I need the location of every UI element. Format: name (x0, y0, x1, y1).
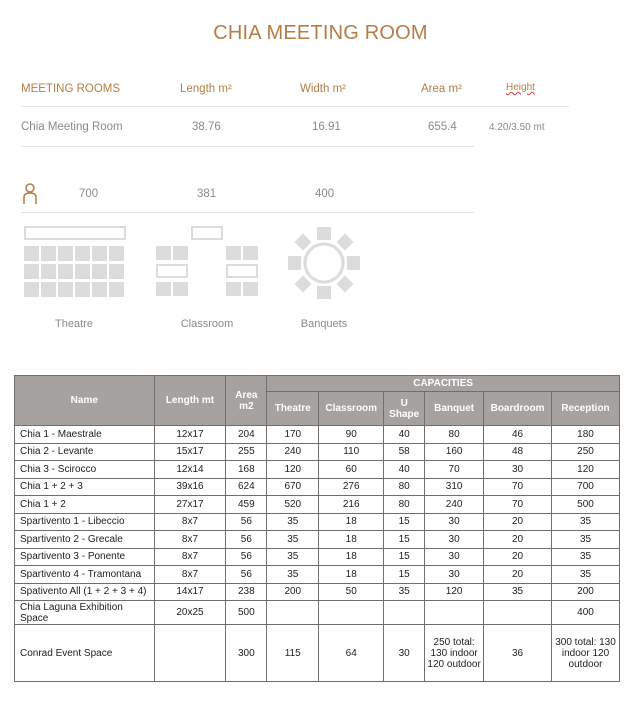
cell-name: Spartivento 2 - Grecale (15, 531, 155, 549)
cell-reception: 35 (552, 513, 620, 531)
table-row (15, 625, 620, 682)
cell-name: Conrad Event Space (15, 625, 155, 682)
cell-name: Spativento All (1 + 2 + 3 + 4) (15, 583, 155, 601)
seat-block (41, 246, 56, 261)
cell-classroom (319, 601, 384, 625)
cell-ushape: 80 (384, 478, 425, 496)
room-name: Chia Meeting Room (21, 121, 123, 133)
cell-name: Chia 1 + 2 (15, 496, 155, 514)
cell-theatre: 35 (267, 548, 319, 566)
cell-area: 56 (226, 513, 267, 531)
cell-length: 15x17 (154, 443, 226, 461)
cell-ushape: 15 (384, 531, 425, 549)
cell-banquet: 160 (425, 443, 484, 461)
cell-area: 56 (226, 548, 267, 566)
cell-length: 8x7 (154, 513, 226, 531)
cell-name: Chia 2 - Levante (15, 443, 155, 461)
cell-boardroom: 70 (484, 478, 552, 496)
cell-ushape (384, 601, 425, 625)
cell-classroom: 18 (319, 531, 384, 549)
cell-reception: 180 (552, 426, 620, 444)
cell-length: 39x16 (154, 478, 226, 496)
cell-length (154, 625, 226, 682)
seat-block (75, 246, 90, 261)
cell-boardroom: 20 (484, 513, 552, 531)
cell-reception: 700 (552, 478, 620, 496)
cell-name: Spartivento 4 - Tramontana (15, 566, 155, 584)
cell-name: Chia Laguna Exhibition Space (15, 601, 155, 625)
col-reception: Reception (552, 392, 620, 426)
room-length: 38.76 (192, 121, 221, 133)
seat-block (75, 264, 90, 279)
cell-theatre (267, 601, 319, 625)
table-row (15, 513, 620, 531)
seat-block (92, 246, 107, 261)
cell-name: Spartivento 1 - Libeccio (15, 513, 155, 531)
cell-length: 14x17 (154, 583, 226, 601)
cell-theatre: 35 (267, 531, 319, 549)
cell-area: 204 (226, 426, 267, 444)
table-row (15, 443, 620, 461)
theatre-layout-icon (22, 225, 128, 300)
seat-block (24, 264, 39, 279)
table-row (15, 496, 620, 514)
header-meeting-rooms: MEETING ROOMS (21, 83, 121, 95)
cell-boardroom: 20 (484, 566, 552, 584)
cell-length: 27x17 (154, 496, 226, 514)
cell-classroom: 216 (319, 496, 384, 514)
cell-banquet: 310 (425, 478, 484, 496)
cell-classroom: 18 (319, 513, 384, 531)
cell-boardroom: 20 (484, 548, 552, 566)
cell-reception: 35 (552, 548, 620, 566)
seat-block (109, 264, 124, 279)
cell-classroom: 60 (319, 461, 384, 479)
seat-block (58, 246, 73, 261)
cell-theatre: 670 (267, 478, 319, 496)
col-area: Area m2 (226, 376, 267, 426)
table-row (15, 583, 620, 601)
table-row (15, 531, 620, 549)
col-theatre: Theatre (267, 392, 319, 426)
cell-banquet: 30 (425, 566, 484, 584)
cell-banquet: 30 (425, 548, 484, 566)
cell-classroom: 276 (319, 478, 384, 496)
table-row (15, 601, 620, 625)
seat-block (92, 282, 107, 297)
cell-name: Spartivento 3 - Ponente (15, 548, 155, 566)
header-area: Area m² (421, 83, 462, 95)
cell-classroom: 90 (319, 426, 384, 444)
col-banquet: Banquet (425, 392, 484, 426)
cell-area: 238 (226, 583, 267, 601)
seat-block (58, 282, 73, 297)
cell-area: 300 (226, 625, 267, 682)
cell-area: 56 (226, 566, 267, 584)
room-height: 4.20/3.50 mt (489, 122, 545, 133)
table-row (15, 461, 620, 479)
divider (21, 106, 569, 107)
divider (21, 212, 474, 213)
cell-ushape: 40 (384, 426, 425, 444)
cell-boardroom: 35 (484, 583, 552, 601)
cell-name: Chia 3 - Scirocco (15, 461, 155, 479)
cell-theatre: 35 (267, 513, 319, 531)
seat-block (41, 264, 56, 279)
cell-banquet (425, 601, 484, 625)
table-row (15, 478, 620, 496)
cell-theatre: 35 (267, 566, 319, 584)
cell-boardroom (484, 601, 552, 625)
cell-ushape: 15 (384, 513, 425, 531)
seat-block (24, 246, 39, 261)
col-name: Name (15, 376, 155, 426)
theatre-label: Theatre (55, 318, 93, 330)
cell-theatre: 115 (267, 625, 319, 682)
cell-reception: 500 (552, 496, 620, 514)
cell-banquet: 80 (425, 426, 484, 444)
cell-ushape: 80 (384, 496, 425, 514)
cell-length: 8x7 (154, 566, 226, 584)
cell-name: Chia 1 + 2 + 3 (15, 478, 155, 496)
cell-length: 12x14 (154, 461, 226, 479)
cell-classroom: 18 (319, 566, 384, 584)
cell-banquet: 250 total: 130 indoor 120 outdoor (425, 625, 484, 682)
person-icon (22, 183, 38, 205)
cell-classroom: 110 (319, 443, 384, 461)
cell-length: 8x7 (154, 531, 226, 549)
seat-block (41, 282, 56, 297)
cell-classroom: 18 (319, 548, 384, 566)
cell-theatre: 240 (267, 443, 319, 461)
header-width: Width m² (300, 83, 346, 95)
cell-reception: 120 (552, 461, 620, 479)
cell-ushape: 15 (384, 566, 425, 584)
cell-ushape: 58 (384, 443, 425, 461)
capacities-table (14, 375, 620, 682)
room-width: 16.91 (312, 121, 341, 133)
seat-block (75, 282, 90, 297)
table-row (15, 548, 620, 566)
col-boardroom: Boardroom (484, 392, 552, 426)
cell-area: 459 (226, 496, 267, 514)
header-height: Height (506, 82, 535, 93)
cell-reception: 300 total: 130 indoor 120 outdoor (552, 625, 620, 682)
classroom-layout-icon (155, 225, 261, 300)
capacity-theatre: 700 (79, 188, 99, 200)
cell-area: 500 (226, 601, 267, 625)
cell-theatre: 120 (267, 461, 319, 479)
banquet-layout-icon (286, 225, 362, 301)
cell-name: Chia 1 - Maestrale (15, 426, 155, 444)
header-length: Length m² (180, 83, 232, 95)
cell-banquet: 70 (425, 461, 484, 479)
capacities-header: CAPACITIES (267, 376, 620, 392)
cell-boardroom: 30 (484, 461, 552, 479)
cell-boardroom: 20 (484, 531, 552, 549)
cell-boardroom: 36 (484, 625, 552, 682)
cell-reception: 35 (552, 531, 620, 549)
cell-theatre: 520 (267, 496, 319, 514)
seat-block (109, 246, 124, 261)
cell-length: 20x25 (154, 601, 226, 625)
cell-boardroom: 70 (484, 496, 552, 514)
table-row (15, 426, 620, 444)
divider (21, 146, 474, 147)
seat-block (109, 282, 124, 297)
cell-boardroom: 46 (484, 426, 552, 444)
cell-reception: 400 (552, 601, 620, 625)
table-row (15, 566, 620, 584)
col-length: Length mt (154, 376, 226, 426)
banquet-label: Banquets (300, 318, 348, 330)
cell-length: 8x7 (154, 548, 226, 566)
cell-area: 168 (226, 461, 267, 479)
cell-length: 12x17 (154, 426, 226, 444)
cell-reception: 200 (552, 583, 620, 601)
page-title: CHIA MEETING ROOM (213, 22, 428, 44)
seat-block (58, 264, 73, 279)
capacity-banquet: 400 (315, 188, 335, 200)
cell-theatre: 170 (267, 426, 319, 444)
col-ushape: U Shape (384, 392, 425, 426)
classroom-label: Classroom (180, 318, 234, 330)
cell-reception: 250 (552, 443, 620, 461)
cell-ushape: 30 (384, 625, 425, 682)
capacity-classroom: 381 (197, 188, 217, 200)
cell-theatre: 200 (267, 583, 319, 601)
cell-area: 255 (226, 443, 267, 461)
cell-ushape: 15 (384, 548, 425, 566)
cell-ushape: 35 (384, 583, 425, 601)
seat-block (24, 282, 39, 297)
cell-banquet: 30 (425, 531, 484, 549)
cell-banquet: 120 (425, 583, 484, 601)
room-area: 655.4 (428, 121, 457, 133)
cell-banquet: 30 (425, 513, 484, 531)
seat-block (92, 264, 107, 279)
cell-boardroom: 48 (484, 443, 552, 461)
cell-area: 624 (226, 478, 267, 496)
cell-area: 56 (226, 531, 267, 549)
cell-ushape: 40 (384, 461, 425, 479)
cell-classroom: 64 (319, 625, 384, 682)
cell-classroom: 50 (319, 583, 384, 601)
cell-banquet: 240 (425, 496, 484, 514)
cell-reception: 35 (552, 566, 620, 584)
col-classroom: Classroom (319, 392, 384, 426)
